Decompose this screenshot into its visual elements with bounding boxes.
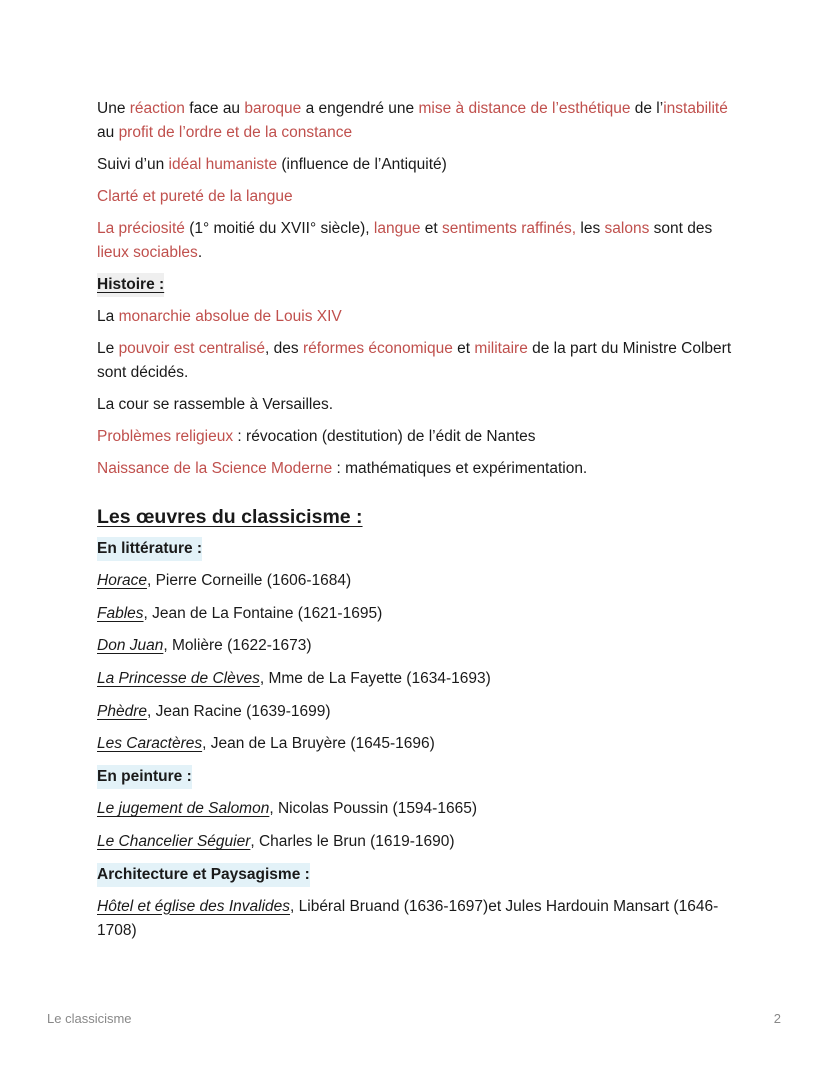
histoire-paragraph-4: Problèmes religieux : révocation (destitution) de l’édit de Nantes xyxy=(97,428,536,445)
peinture-heading: En peinture : xyxy=(97,765,192,789)
term: monarchie absolue de Louis XIV xyxy=(118,308,342,325)
histoire-paragraph-2: Le pouvoir est centralisé, des réformes économique et militaire de la part du Ministre Colbert sont décidés. xyxy=(97,340,732,381)
term: Naissance de la Science Moderne xyxy=(97,460,333,477)
list-item: Fables, Jean de La Fontaine (1621-1695) xyxy=(97,604,383,622)
term: pouvoir est centralisé xyxy=(118,340,266,357)
list-item: Horace, Pierre Corneille (1606-1684) xyxy=(97,572,352,589)
peinture-list xyxy=(97,797,737,854)
architecture-heading: Architecture et Paysagisme : xyxy=(97,863,310,887)
list-item: Don Juan, Molière (1622-1673) xyxy=(97,637,312,655)
list-item: Le Chancelier Séguier, Charles le Brun (1619-1690) xyxy=(97,832,455,850)
intro-paragraph-2: Suivi d’un idéal humaniste (influence de l’Antiquité) xyxy=(97,156,447,173)
term: profit de l’ordre et de la constance xyxy=(118,124,353,141)
histoire-heading-line xyxy=(97,273,737,297)
litterature-list xyxy=(97,569,737,756)
term: baroque xyxy=(244,100,302,117)
term: La préciosité xyxy=(97,220,185,237)
oeuvres-title: Les œuvres du classicisme : xyxy=(97,506,363,528)
term: réformes économique xyxy=(302,340,453,357)
term: Problèmes religieux xyxy=(97,428,234,445)
term: idéal humaniste xyxy=(168,156,278,173)
litterature-heading: En littérature : xyxy=(97,537,202,561)
list-item: Phèdre, Jean Racine (1639-1699) xyxy=(97,702,331,720)
term: salons xyxy=(604,220,650,237)
list-item: La Princesse de Clèves, Mme de La Fayette (1634-1693) xyxy=(97,670,491,688)
histoire-heading: Histoire : xyxy=(97,273,164,297)
document-body xyxy=(97,97,737,951)
term: sentiments raffinés, xyxy=(441,220,577,237)
litterature-heading-line xyxy=(97,537,737,561)
intro-paragraph-4: La préciosité (1° moitié du XVII° siècle), langue et sentiments raffinés, les salons sont des lieux sociables. xyxy=(97,220,713,261)
architecture-list xyxy=(97,895,737,943)
histoire-paragraph-3: La cour se rassemble à Versailles. xyxy=(97,396,334,413)
intro-paragraph-3: Clarté et pureté de la langue xyxy=(97,188,293,205)
term: réaction xyxy=(129,100,185,117)
list-item: Le jugement de Salomon, Nicolas Poussin (1594-1665) xyxy=(97,800,477,818)
list-item: Les Caractères, Jean de La Bruyère (1645-1696) xyxy=(97,735,435,753)
term: instabilité xyxy=(663,100,728,117)
list-item: Hôtel et église des Invalides, Libéral Bruand (1636-1697)et Jules Hardouin Mansart (1646-1708) xyxy=(97,897,719,939)
architecture-heading-line xyxy=(97,863,737,887)
term: lieux sociables xyxy=(97,244,198,261)
peinture-heading-line xyxy=(97,765,737,789)
intro-paragraph-1: Une réaction face au baroque a engendré une mise à distance de l’esthétique de l’instabilité au profit de l’ordre et de la constance xyxy=(97,100,728,141)
term: langue xyxy=(373,220,421,237)
term: militaire xyxy=(474,340,528,357)
histoire-paragraph-5: Naissance de la Science Moderne : mathématiques et expérimentation. xyxy=(97,460,588,477)
term: mise à distance de l’esthétique xyxy=(418,100,631,117)
page-number: 2 xyxy=(773,1011,781,1026)
page-footer xyxy=(47,1011,781,1026)
histoire-paragraph-1: La monarchie absolue de Louis XIV xyxy=(97,308,342,325)
footer-title: Le classicisme xyxy=(47,1011,132,1026)
